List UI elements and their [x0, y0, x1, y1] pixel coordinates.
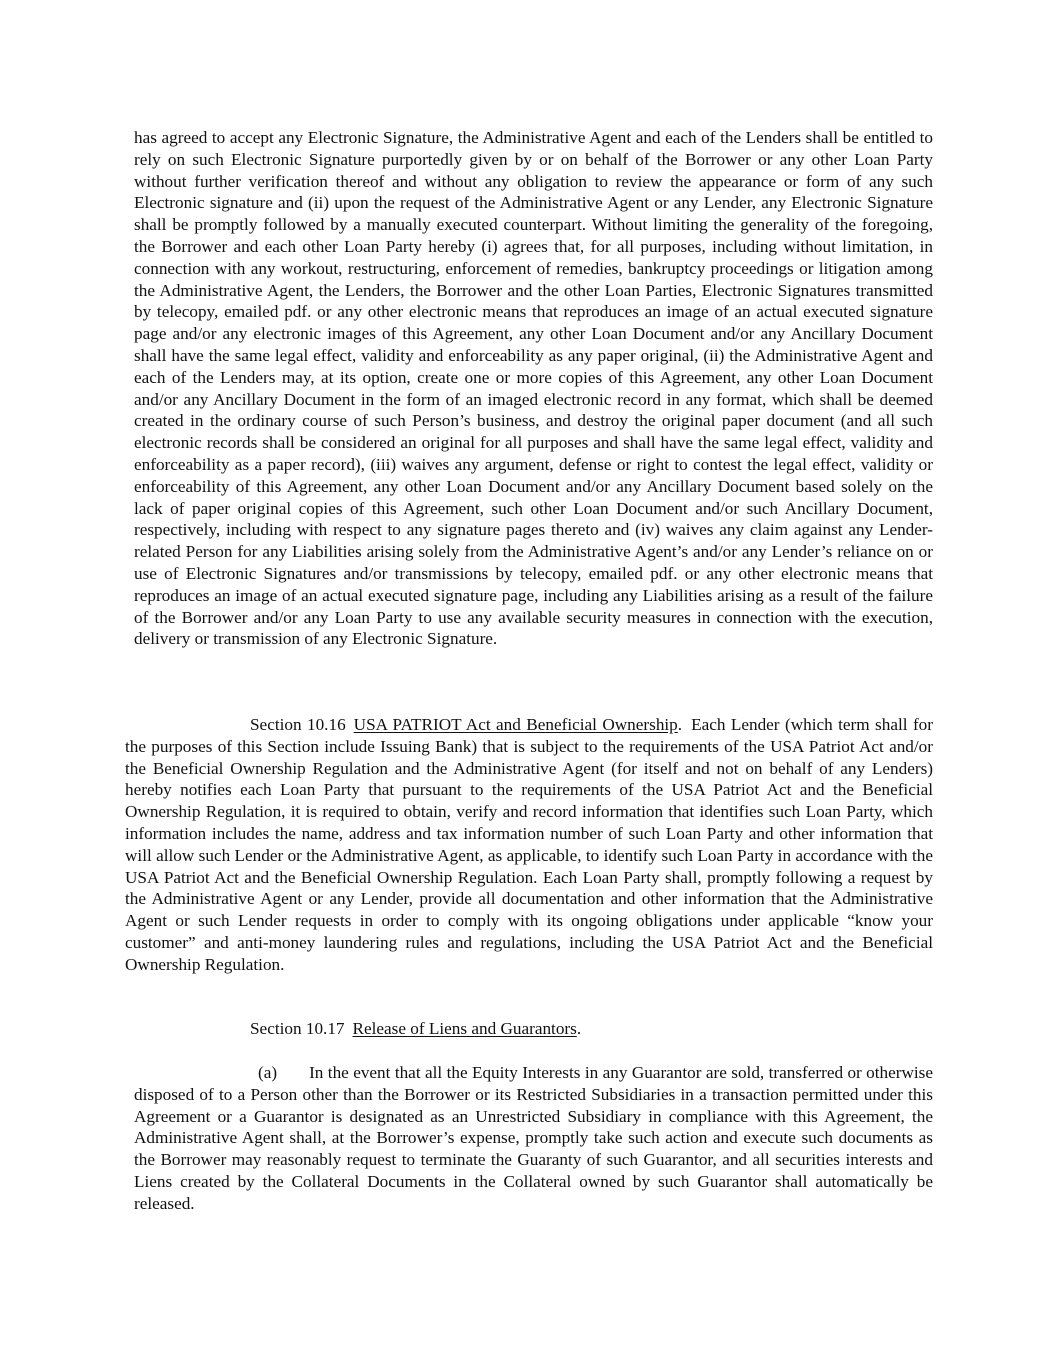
- paragraph-electronic-signatures: [134, 127, 933, 650]
- heading-punctuation: .: [576, 1019, 582, 1038]
- section-body: Each Lender (which term shall for the purposes of this Section include Issuing Bank) that is subject to the requirements of the USA Patriot Act and/or the Beneficial Ownership Regulation and the Administrative Agent (for itself and not on behalf of any Lenders) hereby notifies each Loan Party that pursuant to the requirements of the USA Patriot Act and the Beneficial Ownership Regulation, it is required to obtain, verify and record information that identifies such Loan Party, which information includes the name, address and tax information number of such Loan Party and other information that will allow such Lender or the Administrative Agent, as applicable, to identify such Loan Party in accordance with the USA Patriot Act and the Beneficial Ownership Regulation. Each Loan Party shall, promptly following a request by the Administrative Agent or any Lender, provide all documentation and other information that the Administrative Agent or such Lender requests in order to comply with its ongoing obligations under applicable “know your customer” and anti-money laundering rules and regulations, including the USA Patriot Act and the Beneficial Ownership Regulation.: [125, 715, 933, 974]
- paragraph-text: has agreed to accept any Electronic Signature, the Administrative Agent and each of the Lenders shall be entitled to rely on such Electronic Signature purportedly given by or on behalf of the Borrower or any other Loan Party without further verification thereof and without any obligation to review the appearance or form of any such Electronic signature and (ii) upon the request of the Administrative Agent or any Lender, any Electronic Signature shall be promptly followed by a manually executed counterpart. Without limiting the generality of the foregoing, the Borrower and each other Loan Party hereby (i) agrees that, for all purposes, including without limitation, in connection with any workout, restructuring, enforcement of remedies, bankruptcy proceedings or litigation among the Administrative Agent, the Lenders, the Borrower and the other Loan Parties, Electronic Signatures transmitted by telecopy, emailed pdf. or any other electronic means that reproduces an image of an actual executed signature page and/or any electronic images of this Agreement, any other Loan Document and/or any Ancillary Document shall have the same legal effect, validity and enforceability as any paper original, (ii) the Administrative Agent and each of the Lenders may, at its option, create one or more copies of this Agreement, any other Loan Document and/or any Ancillary Document in the form of an imaged electronic record in any format, which shall be deemed created in the ordinary course of such Person’s business, and destroy the original paper document (and all such electronic records shall be considered an original for all purposes and shall have the same legal effect, validity and enforceability as a paper record), (iii) waives any argument, defense or right to contest the legal effect, validity or enforceability of this Agreement, any other Loan Document and/or any Ancillary Document based solely on the lack of paper original copies of this Agreement, such other Loan Document and/or such Ancillary Document, respectively, including with respect to any signature pages thereto and (iv) waives any claim against any Lender-related Person for any Liabilities arising solely from the Administrative Agent’s and/or any Lender’s reliance on or use of Electronic Signatures and/or transmissions by telecopy, emailed pdf. or any other electronic means that reproduces an image of an actual executed signature page, including any Liabilities arising as a result of the failure of the Borrower and/or any Loan Party to use any available security measures in connection with the execution, delivery or transmission of any Electronic Signature.: [134, 128, 933, 649]
- section-number: Section 10.16: [250, 715, 346, 734]
- section-number: Section 10.17: [250, 1019, 345, 1038]
- clause-text: In the event that all the Equity Interests in any Guarantor are sold, transferred or otherwise disposed of to a Person other than the Borrower or its Restricted Subsidiaries in a transaction permitted under this Agreement or a Guarantor is designated as an Unrestricted Subsidiary in compliance with this Agreement, the Administrative Agent shall, at the Borrower’s expense, promptly take such action and execute such documents as the Borrower may reasonably request to terminate the Guaranty of such Guarantor, and all securities interests and Liens created by the Collateral Documents in the Collateral owned by such Guarantor shall automatically be released.: [134, 1063, 933, 1213]
- clause-label: (a): [258, 1063, 278, 1082]
- section-10-16-paragraph: [125, 714, 933, 976]
- section-heading: Release of Liens and Guarantors: [352, 1019, 577, 1038]
- clause-a-paragraph: [134, 1062, 933, 1215]
- heading-punctuation: .: [677, 715, 683, 734]
- section-heading: USA PATRIOT Act and Beneficial Ownership: [353, 715, 678, 734]
- section-10-17-heading-line: [250, 1018, 950, 1040]
